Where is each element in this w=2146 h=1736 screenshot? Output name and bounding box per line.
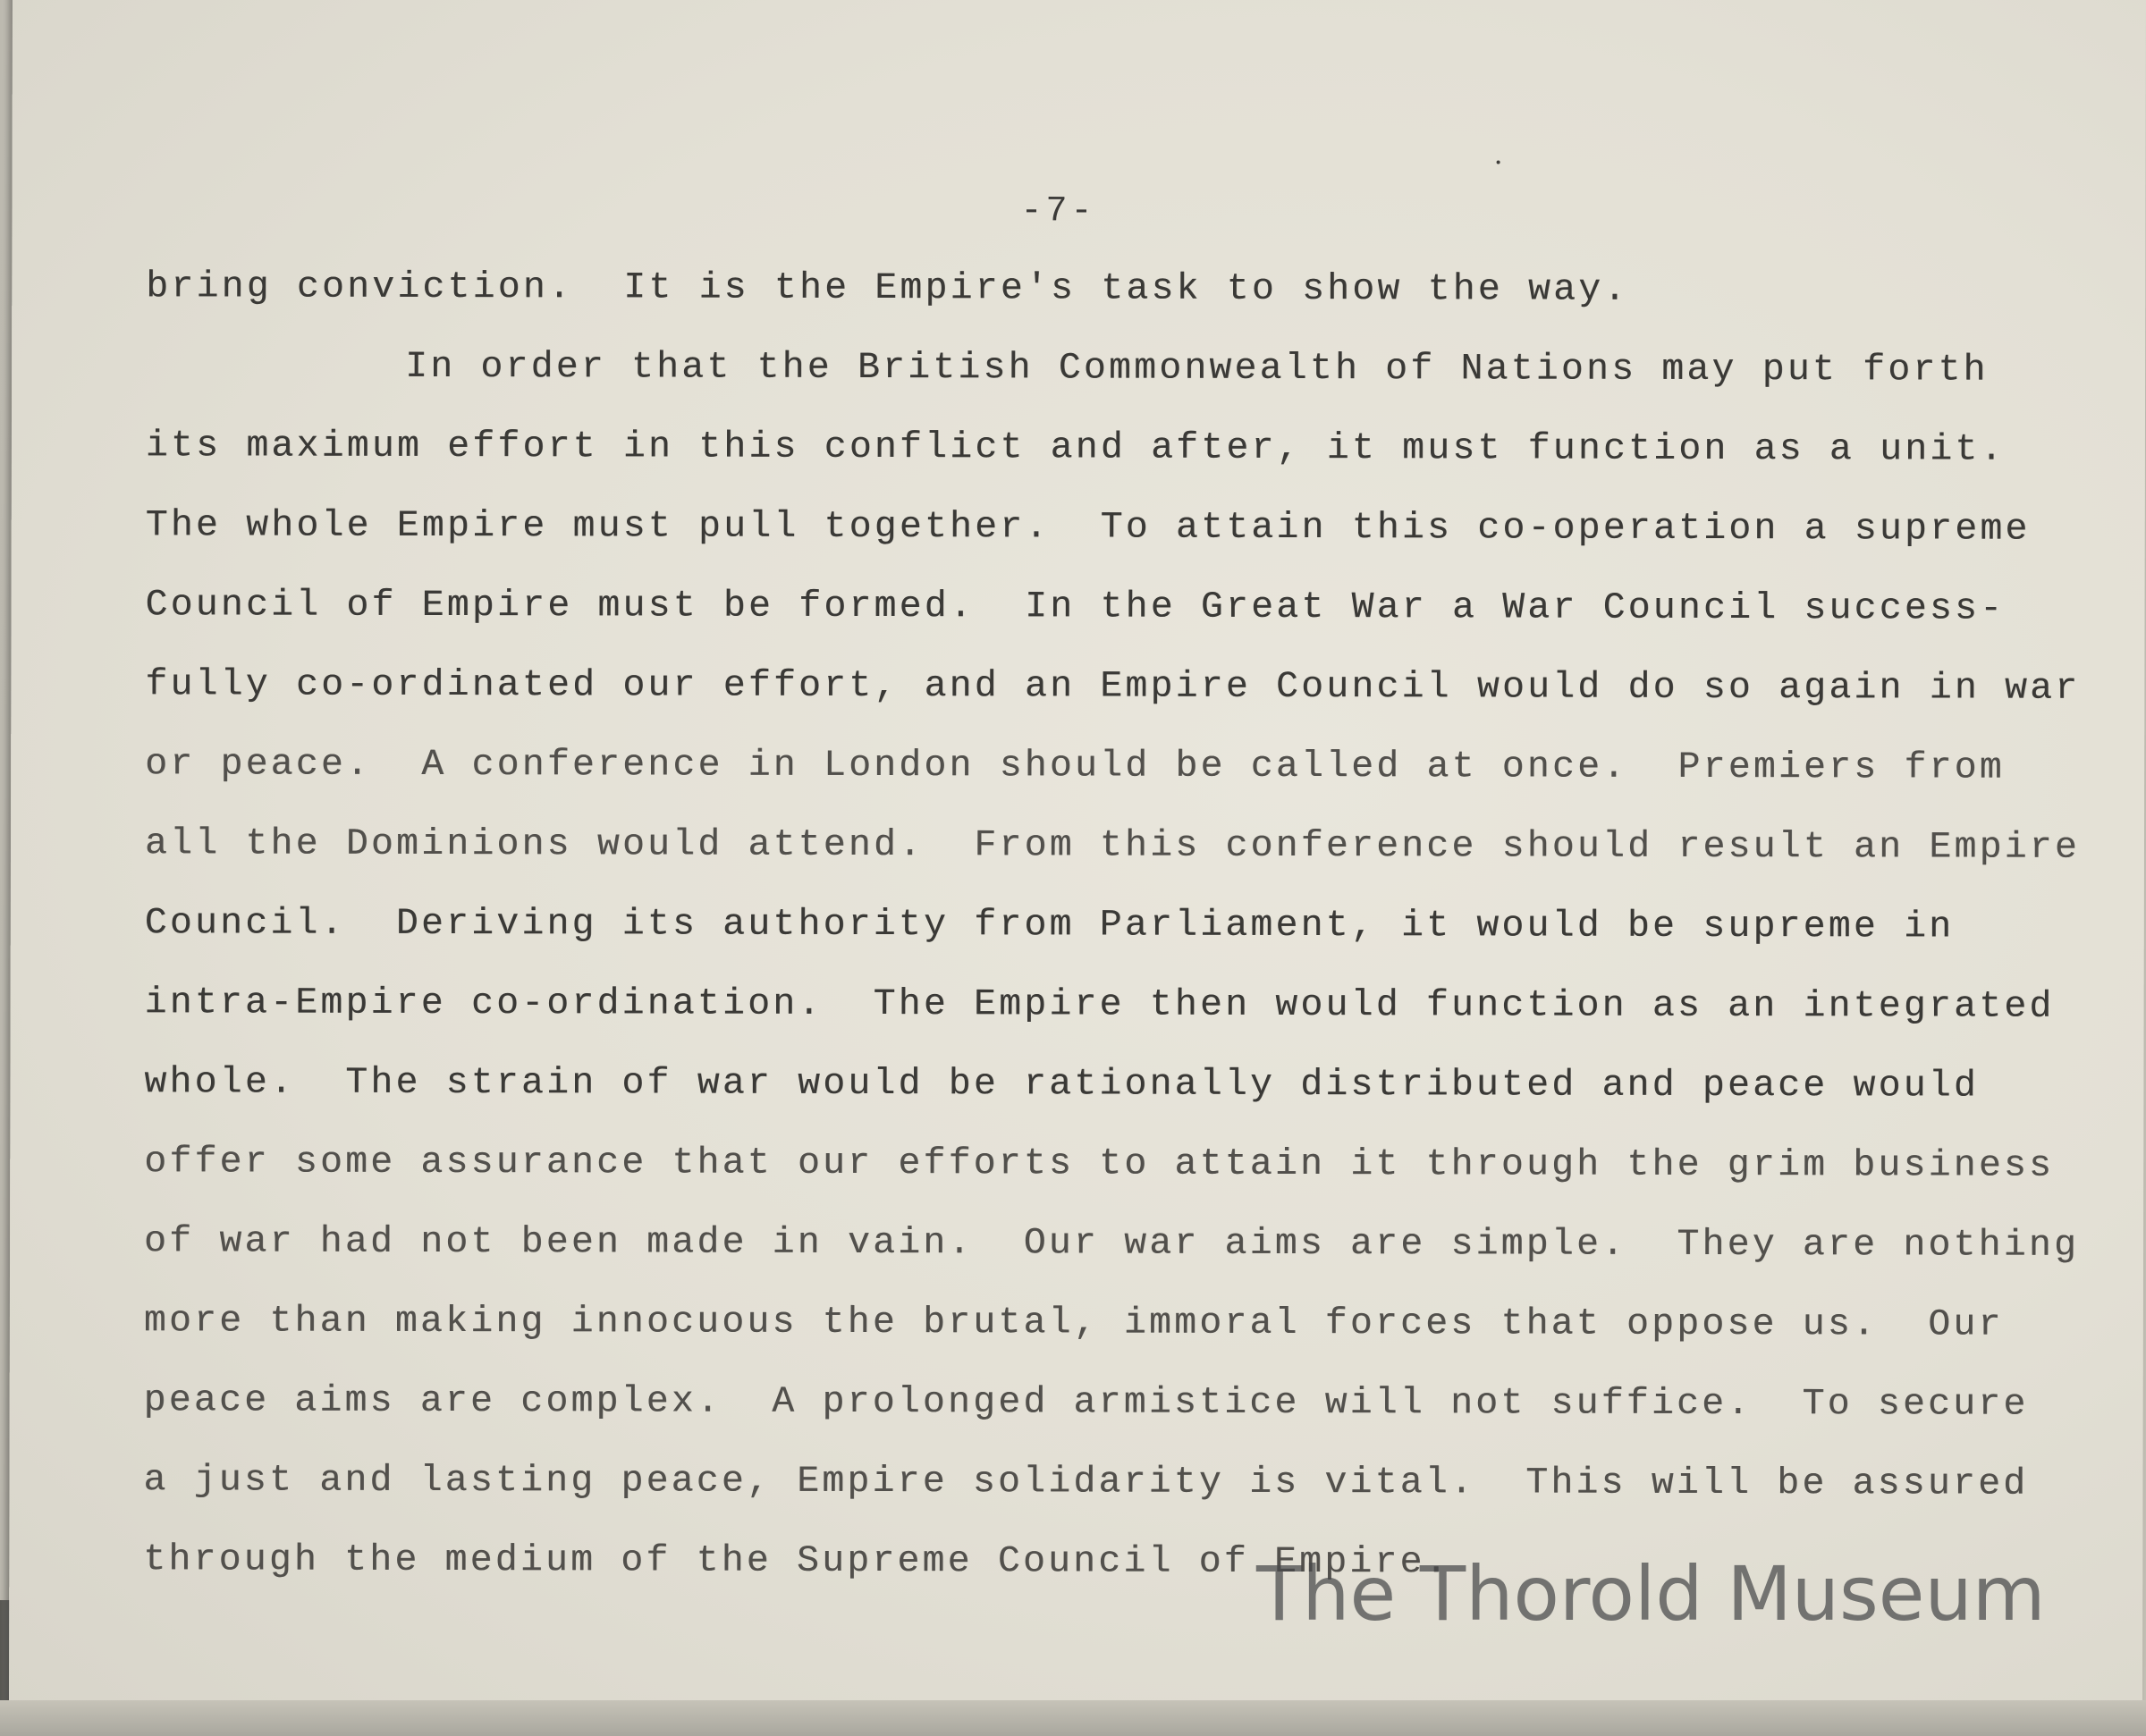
text-line: fully co-ordinated our effort, and an Empire Council would do so again in war xyxy=(145,663,2081,710)
text-line: or peace. A conference in London should be called at once. Premiers from xyxy=(145,743,2005,789)
text-line: Council of Empire must be formed. In the Great War a War Council success- xyxy=(145,584,2006,630)
text-line: peace aims are complex. A prolonged armistice will not suffice. To secure xyxy=(143,1379,2029,1426)
body-text xyxy=(143,247,2081,1603)
text-line: of war had not been made in vain. Our war aims are simple. They are nothing xyxy=(144,1220,2080,1267)
text-line: through the medium of the Supreme Council of Empire. xyxy=(143,1538,1450,1584)
text-line: The whole Empire must pull together. To attain this co-operation a supreme xyxy=(145,504,2031,551)
page-number: -7- xyxy=(1020,191,1096,232)
text-line: more than making innocuous the brutal, immoral forces that oppose us. Our xyxy=(143,1300,2004,1346)
typed-page xyxy=(9,0,2146,1721)
ink-speck xyxy=(1497,160,1500,164)
text-line: Council. Deriving its authority from Parliament, it would be supreme in xyxy=(144,902,1955,948)
museum-watermark: The Thorold Museum xyxy=(1256,1550,2046,1638)
text-line: intra-Empire co-ordination. The Empire then would function as an integrated xyxy=(144,982,2055,1028)
page-bottom-edge xyxy=(0,1700,2146,1736)
text-line: a just and lasting peace, Empire solidarity is vital. This will be assured xyxy=(143,1459,2029,1505)
text-line: offer some assurance that our efforts to attain it through the grim business xyxy=(144,1141,2055,1187)
text-line: In order that the British Commonwealth of Nations may put forth xyxy=(405,345,1989,392)
text-line: all the Dominions would attend. From this conference should result an Empire xyxy=(144,822,2081,869)
text-line: its maximum effort in this conflict and after, it must function as a unit. xyxy=(145,425,2006,471)
text-line: whole. The strain of war would be rationally distributed and peace would xyxy=(144,1061,1980,1108)
text-line: bring conviction. It is the Empire's task to show the way. xyxy=(146,265,1629,311)
